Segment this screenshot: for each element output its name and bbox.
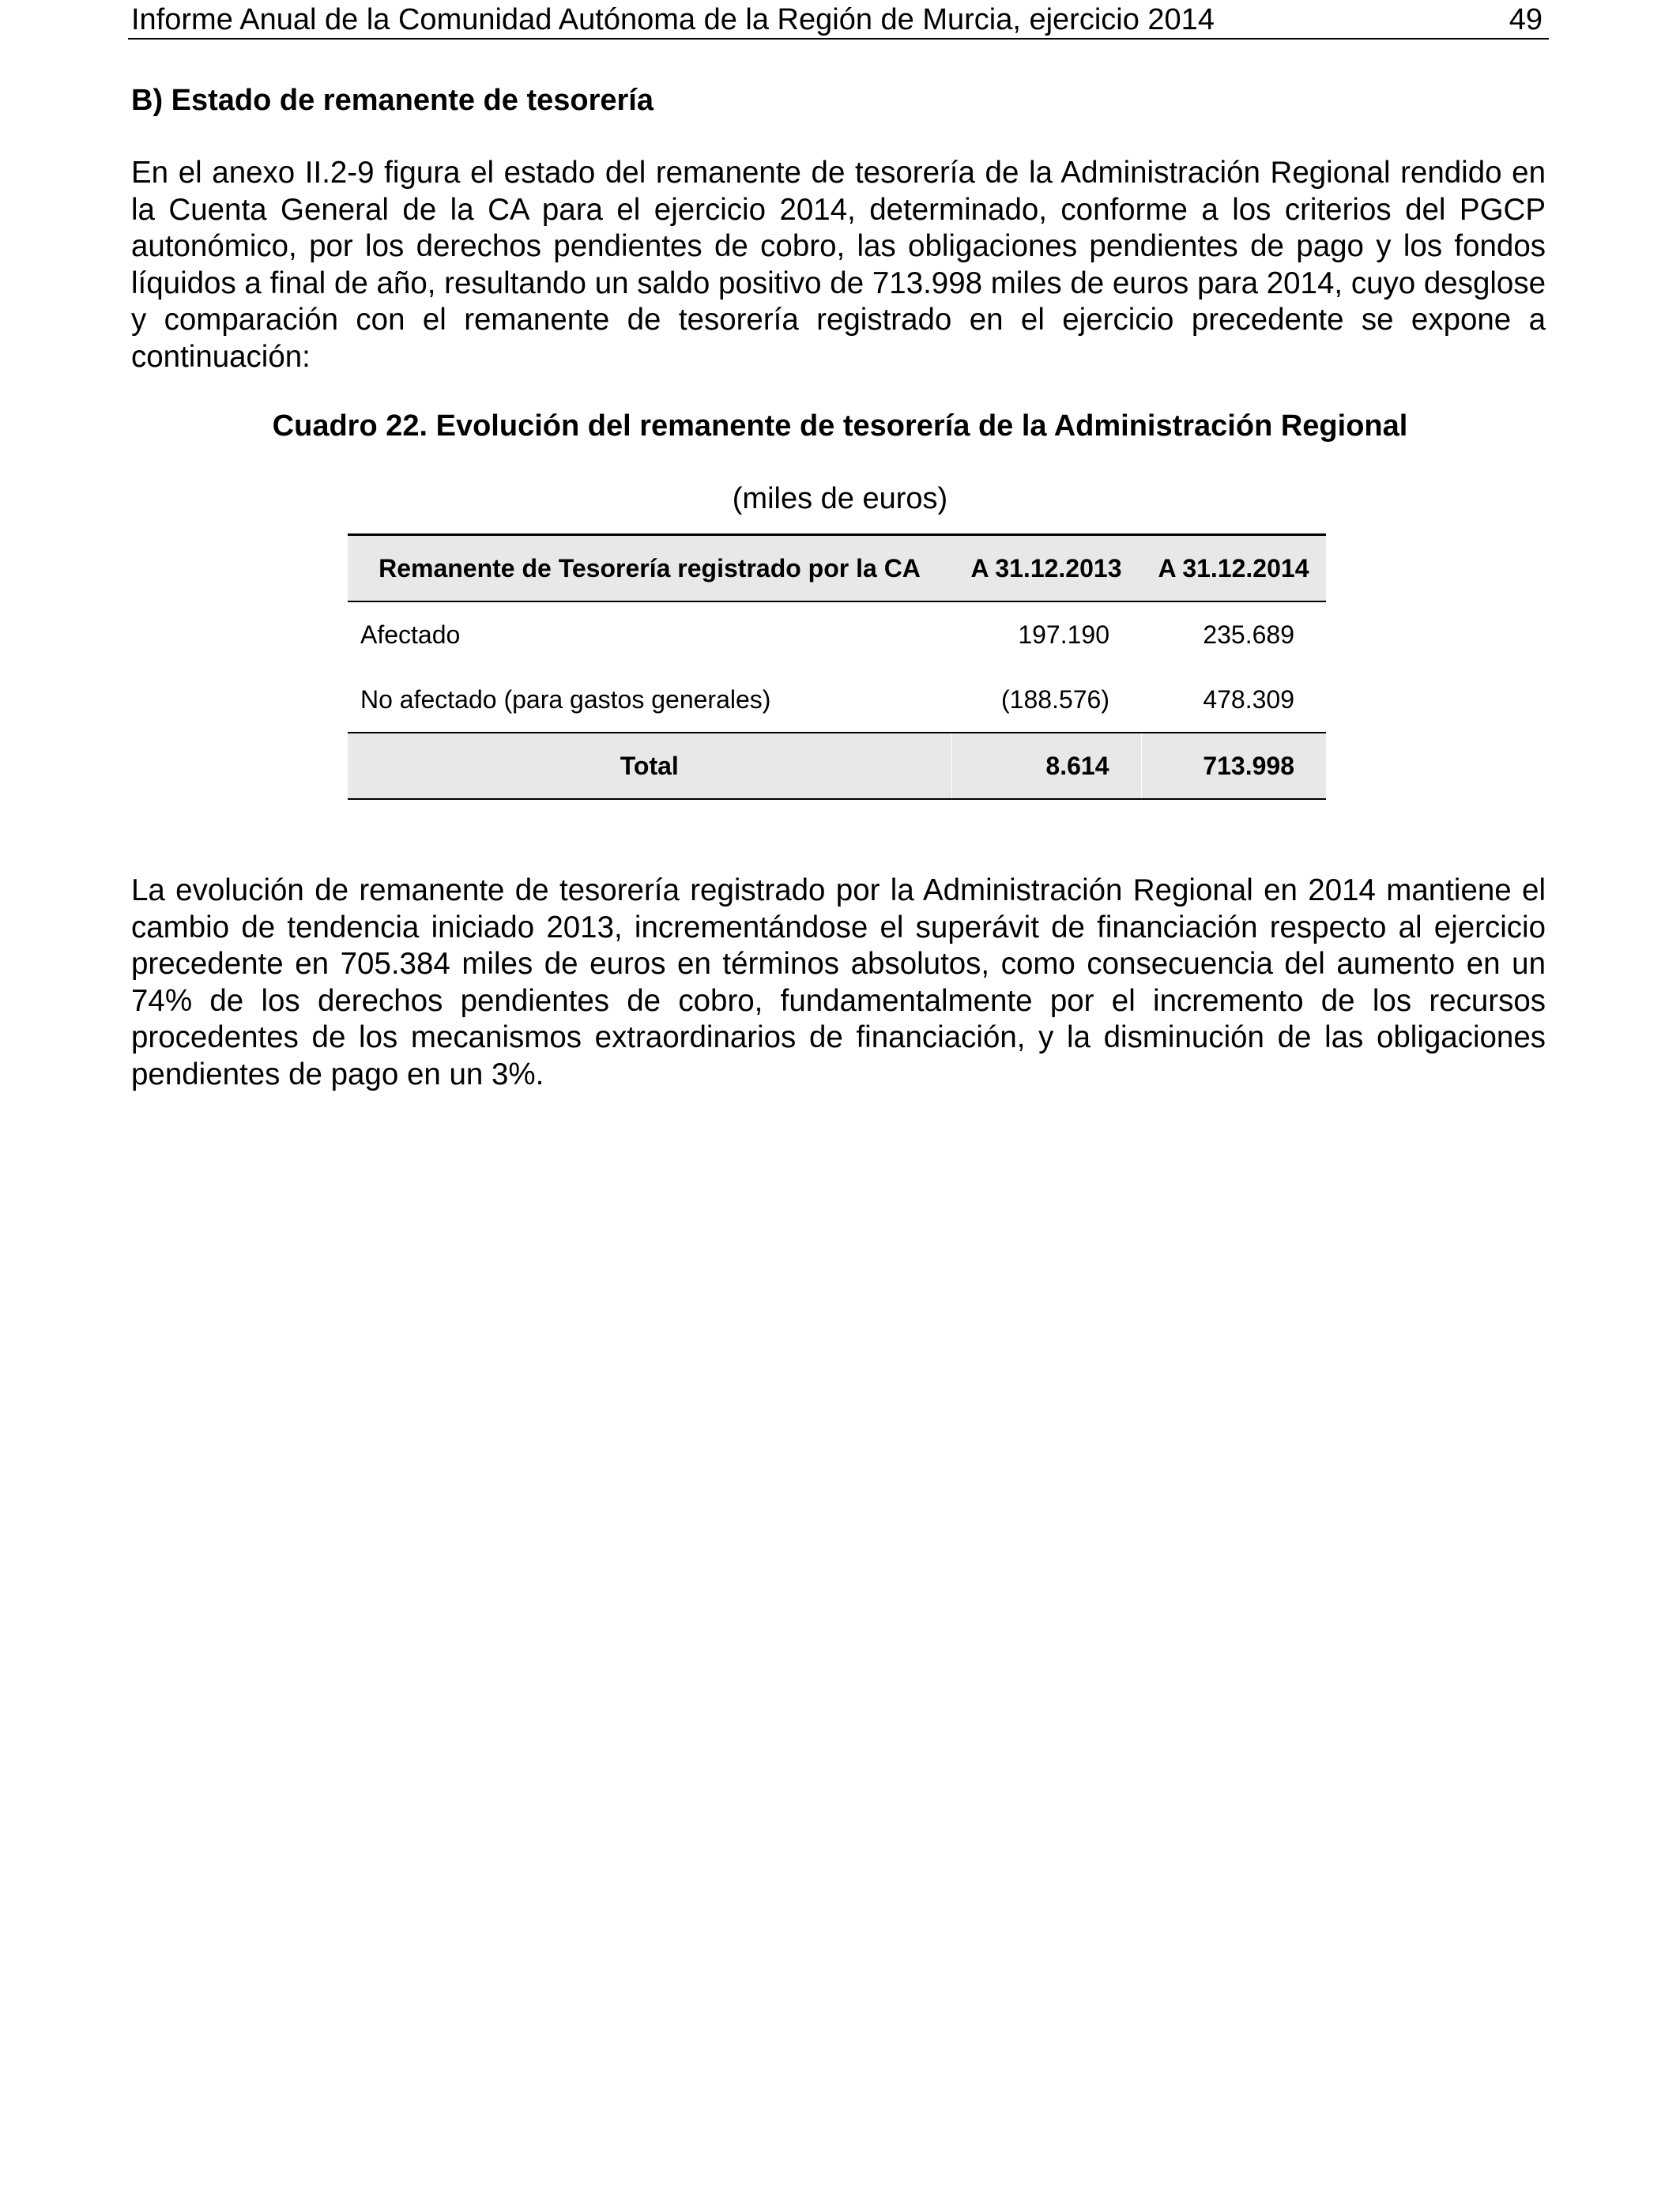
analysis-paragraph: La evolución de remanente de tesorería registrado por la Administración Regional en 2014 mantiene el cambio de tendencia iniciado 2013, incrementándose el superávit de financiación respecto al ejercicio precedente en 705.384 miles de euros en términos absolutos, como consecuencia del aumento en un 74% de los derechos pendientes de cobro, fundamentalmente por el incremento de los recursos procedentes de los mecanismos extraordinarios de financiación, y la disminución de las obligaciones pendientes de pago en un 3%. bbox=[131, 873, 1546, 1091]
page-header bbox=[128, 2, 1549, 40]
table-row bbox=[348, 601, 1326, 667]
row-value-2013: 197.190 bbox=[1018, 620, 1109, 649]
total-value-2014: 713.998 bbox=[1141, 733, 1326, 799]
row-label: No afectado (para gastos generales) bbox=[360, 684, 771, 714]
table-header-row bbox=[348, 535, 1326, 602]
row-value-2014: 478.309 bbox=[1203, 684, 1294, 714]
total-label: Total bbox=[620, 751, 679, 780]
remanente-table bbox=[348, 533, 1326, 800]
page-number: 49 bbox=[1509, 3, 1543, 36]
table-units: (miles de euros) bbox=[732, 482, 948, 515]
section-heading: B) Estado de remanente de tesorería bbox=[131, 84, 654, 117]
header-2014: A 31.12.2014 bbox=[1158, 553, 1309, 582]
row-value-2014: 235.689 bbox=[1203, 620, 1294, 649]
header-concept: Remanente de Tesorería registrado por la CA bbox=[379, 553, 921, 582]
intro-paragraph: En el anexo II.2-9 figura el estado del remanente de tesorería de la Administración Regional rendido en la Cuenta General de la CA para el ejercicio 2014, determinado, conforme a los criterios del PGCP autonómico, por los derechos pendientes de cobro, las obligaciones pendientes de pago y los fondos líquidos a final de año, resultando un saldo positivo de 713.998 miles de euros para 2014, cuyo desglose y comparación con el remanente de tesorería registrado en el ejercicio precedente se expone a continuación: bbox=[131, 156, 1546, 374]
table-title: Cuadro 22. Evolución del remanente de tesorería de la Administración Regional bbox=[272, 409, 1408, 443]
header-2013: A 31.12.2013 bbox=[970, 553, 1122, 582]
table-total-row bbox=[348, 733, 1326, 799]
total-value-2013: 8.614 bbox=[951, 733, 1141, 799]
header-title: Informe Anual de la Comunidad Autónoma de la Región de Murcia, ejercicio 2014 bbox=[131, 3, 1215, 36]
row-label: Afectado bbox=[360, 620, 461, 649]
table-row bbox=[348, 667, 1326, 733]
row-value-2013: (188.576) bbox=[1001, 684, 1109, 714]
